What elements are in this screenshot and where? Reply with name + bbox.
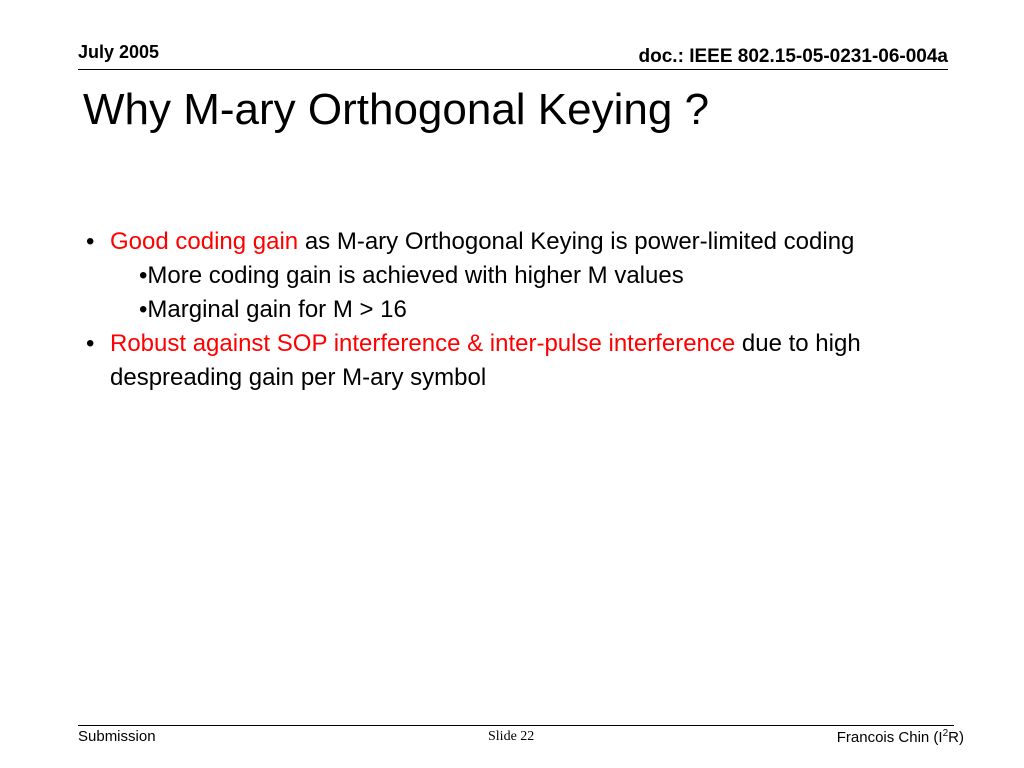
bullet-marker: • — [86, 330, 95, 357]
author-suffix: R) — [948, 729, 964, 746]
bullet-marker: • — [86, 228, 95, 255]
document-id: doc.: IEEE 802.15-05-0231-06-004a — [638, 46, 948, 67]
footer-submission: Submission — [78, 728, 156, 745]
author-superscript: 2 — [942, 728, 949, 739]
bullet-highlight: Robust against SOP interference & inter-pulse interference — [110, 330, 736, 357]
footer-divider — [78, 725, 954, 726]
bullet-text: as M-ary Orthogonal Keying is power-limited coding — [298, 228, 855, 255]
bullet-coding-gain — [86, 225, 966, 259]
footer-author — [837, 728, 964, 746]
slide-title: Why M-ary Orthogonal Keying ? — [83, 85, 710, 134]
bullet-text: due to high despreading gain per M-ary symbol — [110, 330, 861, 391]
author-name: Francois Chin (I — [836, 729, 943, 746]
header-date: July 2005 — [78, 42, 160, 62]
header-divider — [78, 69, 948, 70]
sub-bullet-marginal-gain: •Marginal gain for M > 16 — [139, 296, 407, 323]
bullet-highlight: Good coding gain — [110, 228, 299, 255]
sub-bullet-higher-m: •More coding gain is achieved with higher M values — [139, 262, 684, 289]
bullet-robustness — [86, 327, 966, 395]
slide-body — [86, 225, 966, 395]
slide-number: Slide 22 — [488, 729, 535, 744]
